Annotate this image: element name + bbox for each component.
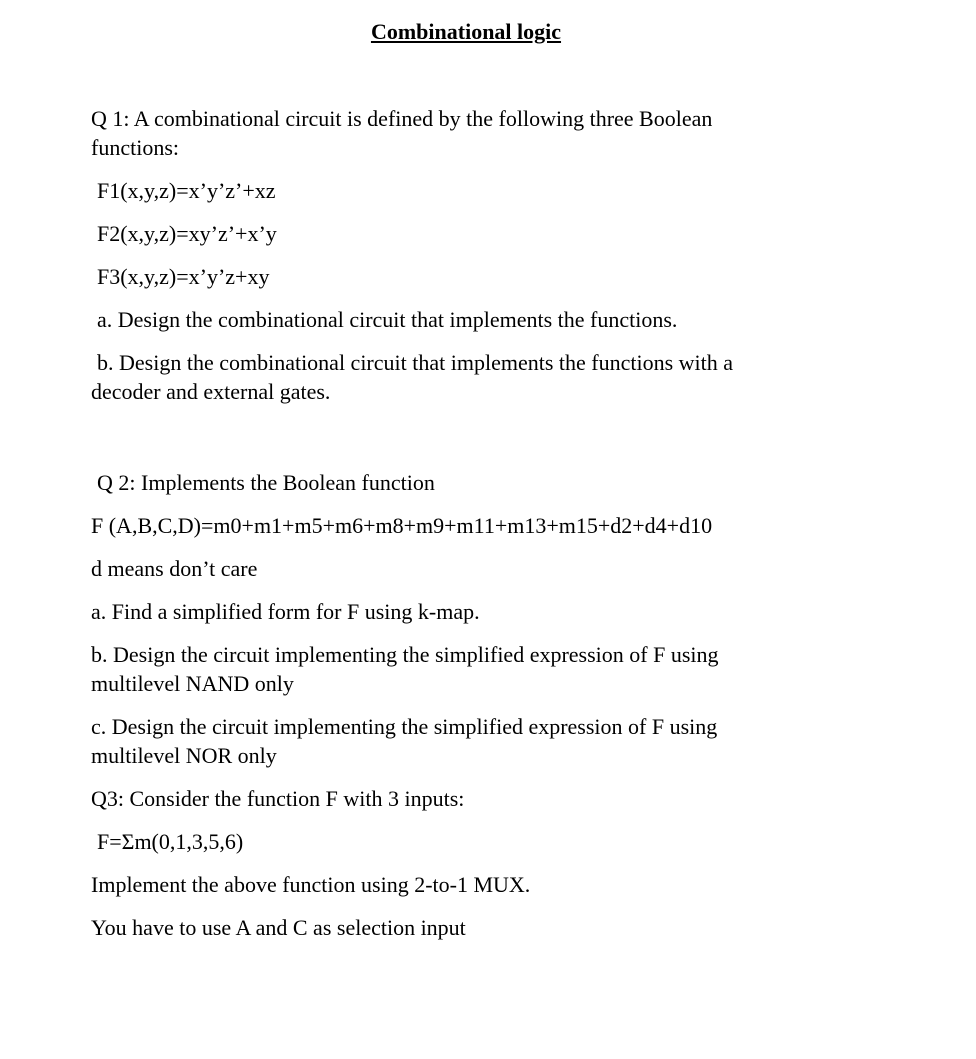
q1-part-b-line2: decoder and external gates. [91, 379, 331, 404]
q1-intro-line2: functions: [91, 135, 179, 160]
q2-dont-care-note: d means don’t care [91, 556, 258, 581]
q2-intro: Q 2: Implements the Boolean function [97, 470, 435, 495]
q2-part-a: a. Find a simplified form for F using k-map. [91, 599, 480, 624]
q1-function-f3: F3(x,y,z)=x’y’z+xy [97, 264, 270, 289]
q3-constraint: You have to use A and C as selection input [91, 915, 466, 940]
q1-part-a: a. Design the combinational circuit that implements the functions. [97, 307, 678, 332]
q1-function-f1: F1(x,y,z)=x’y’z’+xz [97, 178, 276, 203]
q3-intro: Q3: Consider the function F with 3 inputs: [91, 786, 465, 811]
q3-function: F=Σm(0,1,3,5,6) [97, 829, 244, 854]
q2-part-c-line2: multilevel NOR only [91, 743, 277, 768]
q2-part-b-line2: multilevel NAND only [91, 671, 294, 696]
q2-function: F (A,B,C,D)=m0+m1+m5+m6+m8+m9+m11+m13+m15+d2+d4+d10 [91, 513, 713, 538]
q1-part-b-line1: b. Design the combinational circuit that implements the functions with a [97, 350, 734, 375]
q2-part-c-line1: c. Design the circuit implementing the simplified expression of F using [91, 714, 718, 739]
q3-instruction: Implement the above function using 2-to-1 MUX. [91, 872, 531, 897]
document-title: Combinational logic [370, 19, 562, 44]
q1-intro-line1: Q 1: A combinational circuit is defined by the following three Boolean [91, 106, 713, 131]
q2-part-b-line1: b. Design the circuit implementing the simplified expression of F using [91, 642, 719, 667]
q1-function-f2: F2(x,y,z)=xy’z’+x’y [97, 221, 277, 246]
